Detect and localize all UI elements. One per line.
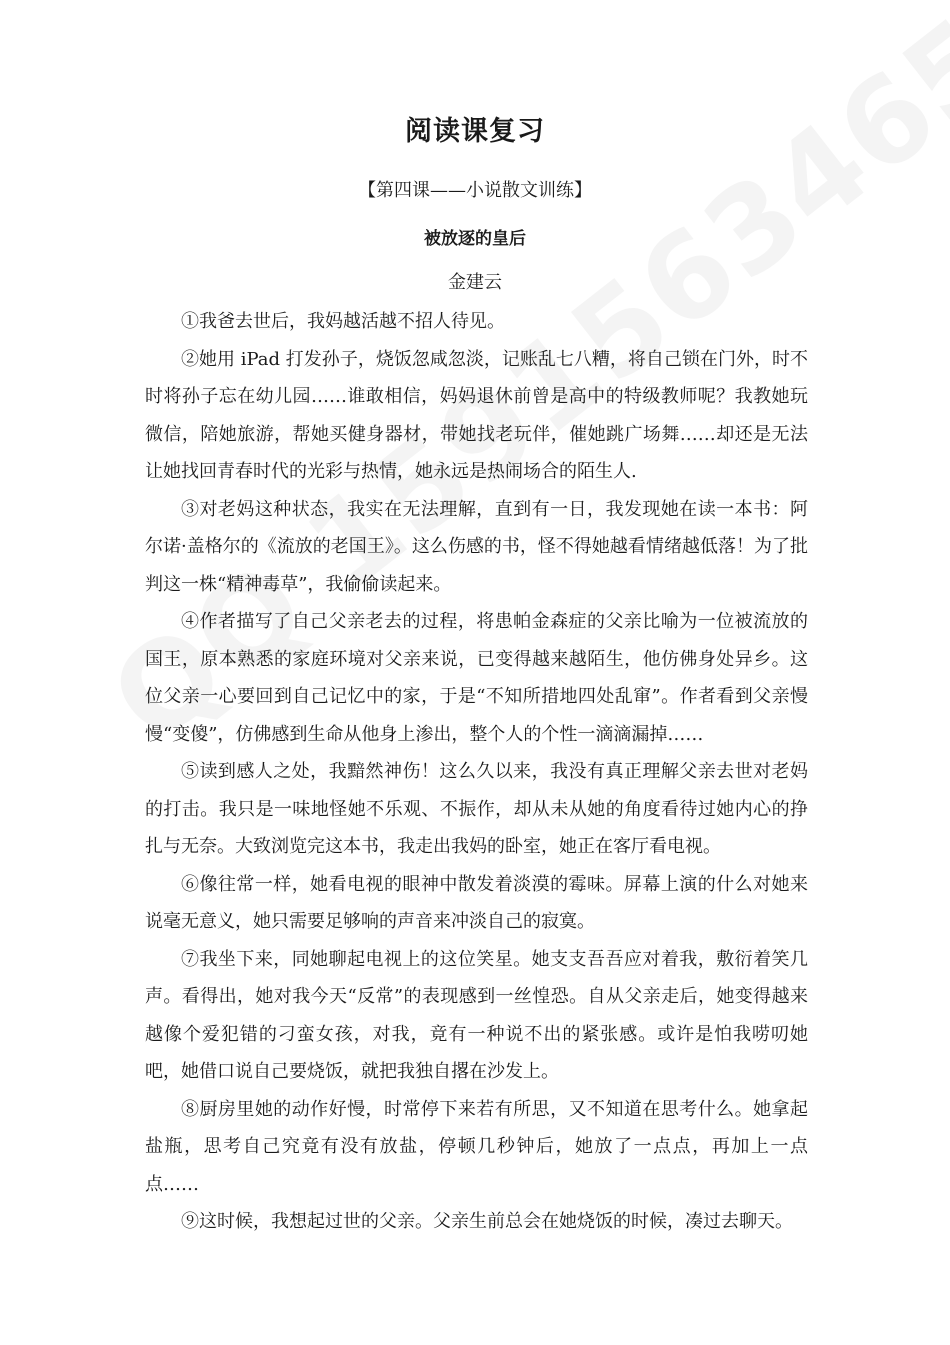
paragraph-5: ⑤读到感人之处，我黯然神伤！这么久以来，我没有真正理解父亲去世对老妈的打击。我只是一味地怪她不乐观、不振作，却从未从她的角度看待过她内心的挣扎与无奈。大致浏览完这本书，我走出我妈的卧室，她正在客厅看电视。	[145, 761, 808, 857]
paragraph-8: ⑧厨房里她的动作好慢，时常停下来若有所思，又不知道在思考什么。她拿起盐瓶，思考自己究竟有没有放盐，停顿几秒钟后，她放了一点点，再加上一点点……	[145, 1098, 808, 1195]
paragraph-1: ①我爸去世后，我妈越活越不招人待见。	[181, 311, 505, 332]
story-title: 被放逐的皇后	[424, 229, 526, 249]
paragraph-6: ⑥像往常一样，她看电视的眼神中散发着淡漠的霉味。屏幕上演的什么对她来说毫无意义，她只需要足够响的声音来冲淡自己的寂寞。	[145, 873, 808, 932]
paragraph-2: ②她用 iPad 打发孙子，烧饭忽咸忽淡，记账乱七八糟，将自己锁在门外，时不时将孙子忘在幼儿园……谁敢相信，妈妈退休前曾是高中的特级教师呢？我教她玩微信，陪她旅游，帮她买健身器材，带她找老玩伴，催她跳广场舞……却还是无法让她找回青春时代的光彩与热情，她永远是热闹场合的陌生人.	[145, 348, 808, 482]
page-title: 阅读课复习	[405, 116, 545, 147]
author-name: 金建云	[448, 272, 502, 293]
lesson-subtitle: 【第四课——小说散文训练】	[358, 180, 592, 201]
story-body	[145, 303, 808, 1241]
paragraph-3: ③对老妈这种状态，我实在无法理解，直到有一日，我发现她在读一本书：阿尔诺·盖格尔的《流放的老国王》。这么伤感的书，怪不得她越看情绪越低落！为了批判这一株“精神毒草”，我偷偷读起来。	[145, 498, 808, 595]
paragraph-9: ⑨这时候，我想起过世的父亲。父亲生前总会在她烧饭的时候，凑过去聊天。	[181, 1211, 793, 1232]
paragraph-7: ⑦我坐下来，同她聊起电视上的这位笑星。她支支吾吾应对着我，敷衍着笑几声。看得出，她对我今天“反常”的表现感到一丝惶恐。自从父亲走后，她变得越来越像个爱犯错的刁蛮女孩，对我，竟有一种说不出的紧张感。或许是怕我唠叨她吧，她借口说自己要烧饭，就把我独自撂在沙发上。	[145, 948, 808, 1082]
paragraph-4: ④作者描写了自己父亲老去的过程，将患帕金森症的父亲比喻为一位被流放的国王，原本熟悉的家庭环境对父亲来说，已变得越来越陌生，他仿佛身处异乡。这位父亲一心要回到自己记忆中的家，于是“不知所措地四处乱窜”。作者看到父亲慢慢“变傻”，仿佛感到生命从他身上渗出，整个人的个性一滴滴漏掉……	[145, 611, 808, 745]
